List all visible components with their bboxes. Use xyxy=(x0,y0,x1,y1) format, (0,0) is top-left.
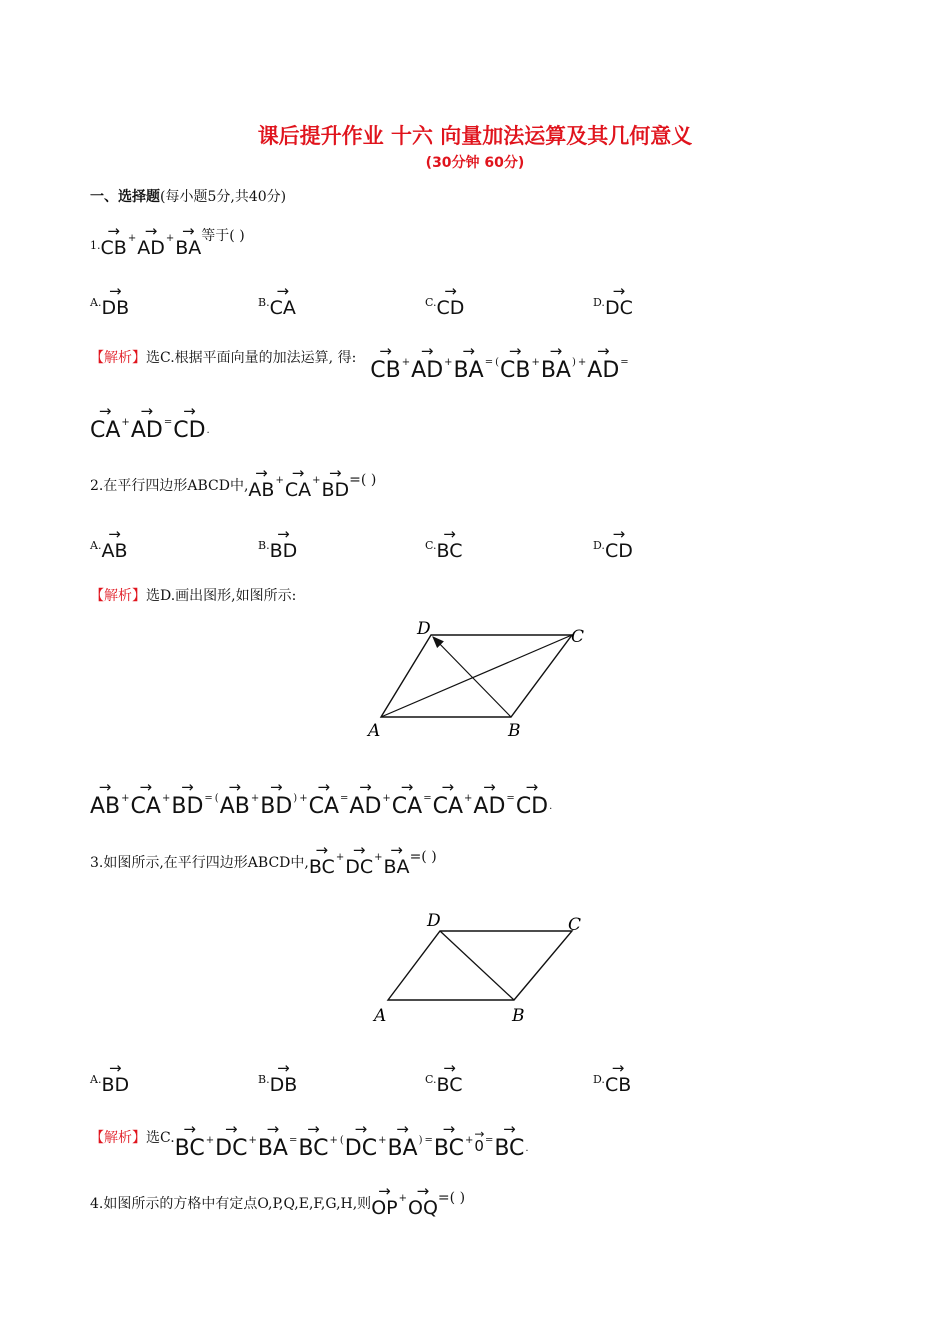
question-suffix: =( ) xyxy=(409,849,437,865)
vector-term: → BA xyxy=(175,222,202,259)
vector-bd-arrow xyxy=(433,637,511,717)
diagonal-ac xyxy=(381,635,572,717)
analysis-2-equation: → AB + → CA + → BD = ( → AB + → BD ) + → CA = → AD + → CA = → CA + → AD = → CD . xyxy=(90,778,553,819)
vector-arrow-icon: → xyxy=(107,222,120,240)
vertex-label-c: C xyxy=(568,915,582,935)
option-d: D. → CB xyxy=(593,1059,632,1096)
option-d: D. → CD xyxy=(593,525,633,562)
option-c: C. → BC xyxy=(425,525,463,562)
vertex-label-b: B xyxy=(512,1006,525,1026)
plus-sign: + xyxy=(127,233,137,244)
vector-term: → DC xyxy=(604,282,633,319)
vertex-label-a: A xyxy=(374,1006,387,1026)
vector-arrow-icon: → xyxy=(109,282,122,300)
vector-arrow-icon: → xyxy=(612,282,626,300)
option-d: D. → DC xyxy=(593,282,633,319)
analysis-1: 【解析】 选C.根据平面向量的加法运算, 得: → CB + → AD + → BA = ( → CB + → BA ) + → AD = xyxy=(90,342,629,383)
analysis-1-continued: → CA + → AD = → CD . xyxy=(90,402,210,443)
vector-term: → DB xyxy=(101,282,130,319)
question-suffix: =( ) xyxy=(349,472,377,488)
vector-term: → CA xyxy=(269,282,296,319)
question-1 xyxy=(90,224,245,259)
question-3: 3.如图所示,在平行四边形ABCD中, → BC + → DC + → BA =( ) xyxy=(90,841,437,878)
question-suffix: 等于( ) xyxy=(201,228,245,244)
option-a: A. → AB xyxy=(90,525,128,562)
vector-term: → CB xyxy=(100,222,127,259)
option-b: B. → BD xyxy=(258,525,298,562)
section-note: (每小题5分,共40分) xyxy=(160,189,287,205)
page-title: 课后提升作业 十六 向量加法运算及其几何意义 xyxy=(257,124,693,148)
question-prefix: 3.如图所示,在平行四边形ABCD中, xyxy=(90,855,309,871)
analysis-text: 选C. xyxy=(146,1130,175,1146)
vertex-label-c: C xyxy=(571,627,585,647)
diagonal-bd xyxy=(440,931,514,1000)
question-prefix: 2.在平行四边形ABCD中, xyxy=(90,478,249,494)
option-a: A. → DB xyxy=(90,282,130,319)
page-subtitle: (30分钟 60分) xyxy=(425,155,525,171)
option-b: B. → DB xyxy=(258,1059,298,1096)
parallelogram-figure-1 xyxy=(360,612,600,744)
option-c: C. → BC xyxy=(425,1059,463,1096)
vertex-label-a: A xyxy=(368,721,381,741)
analysis-label: 【解析】 xyxy=(90,588,146,604)
analysis-text: 选D.画出图形,如图所示: xyxy=(146,588,297,604)
vector-term: → AD xyxy=(137,222,165,259)
vector-arrow-icon: → xyxy=(181,222,195,240)
vector-arrow-icon: → xyxy=(444,282,457,300)
vertex-label-d: D xyxy=(427,911,441,931)
option-b: B. → CA xyxy=(258,282,296,319)
section-title: 一、选择题 xyxy=(90,189,160,205)
question-2: 2.在平行四边形ABCD中, → AB + → CA + → BD =( ) xyxy=(90,464,377,501)
analysis-2 xyxy=(90,585,296,605)
analysis-label: 【解析】 xyxy=(90,1130,146,1146)
question-number: 1. xyxy=(90,239,101,252)
plus-sign: + xyxy=(165,233,175,244)
parallelogram-figure-2 xyxy=(360,905,600,1030)
question-suffix: =( ) xyxy=(437,1190,466,1206)
option-c: C. → CD xyxy=(425,282,465,319)
analysis-3: 【解析】 选C. → BC + → DC + → BA = → BC + ( → DC + → BA ) = → BC + → 0 = → BC . xyxy=(90,1120,529,1161)
analysis-text: 选C.根据平面向量的加法运算, 得: xyxy=(146,350,357,366)
analysis-label: 【解析】 xyxy=(90,350,146,366)
vector-arrow-icon: → xyxy=(144,222,158,240)
vector-term: → CD xyxy=(436,282,465,319)
question-prefix: 4.如图所示的方格中有定点O,P,Q,E,F,G,H,则 xyxy=(90,1196,372,1212)
question-4: 4.如图所示的方格中有定点O,P,Q,E,F,G,H,则 → OP + → OQ =( ) xyxy=(90,1182,466,1219)
vertex-label-b: B xyxy=(508,721,521,741)
parallelogram-outline xyxy=(388,931,572,1000)
vector-arrow-icon: → xyxy=(276,282,290,300)
vertex-label-d: D xyxy=(417,619,431,639)
option-a: A. → BD xyxy=(90,1059,130,1096)
section-heading xyxy=(90,186,286,206)
